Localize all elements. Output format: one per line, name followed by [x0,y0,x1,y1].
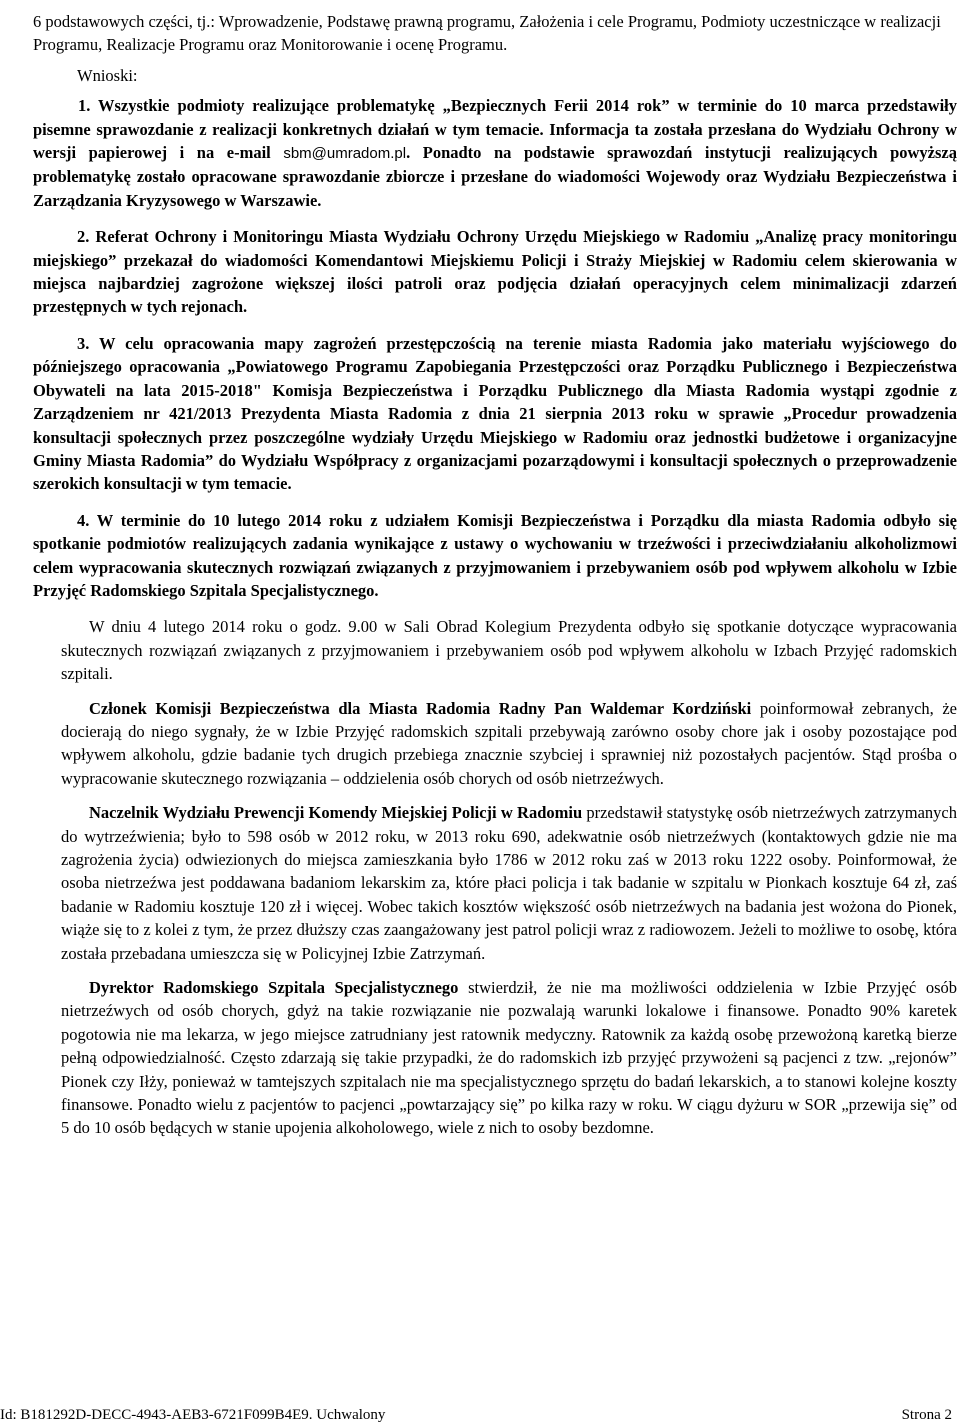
item-number: 3. [77,333,90,353]
page-footer [0,1406,952,1424]
police-paragraph [61,801,957,965]
conclusion-item-4 [33,509,957,603]
item-number: 2. [77,227,90,247]
conclusion-item-2 [33,225,957,319]
section-heading: Wnioski: [77,65,138,85]
speaker-name: Naczelnik Wydziału Prewencji Komendy Miejskiej Policji w Radomiu [89,803,583,823]
document-body [33,10,957,1140]
conclusion-item-3 [33,332,957,496]
item-text: W celu opracowania mapy zagrożeń przestępczością na terenie miasta Radomia jako materiału wyjściowego do późniejszego opracowania „Powiatowego Programu Zapobiegania Przestępczości oraz Porządku Publicznego i Bezpieczeństwa Obywateli na lata 2015-2018" Komisja Bezpieczeństwa i Porządku Publicznego dla Miasta Radomia wystąpi zgodnie z Zarządzeniem nr 421/2013 Prezydenta Miasta Radomia z dnia 21 sierpnia 2013 roku w sprawie „Procedur prowadzenia konsultacji społecznych przez poszczególne wydziały Urzędu Miejskiego w Radomiu oraz jednostki budżetowe i organizacyjne Gminy Miasta Radomia” do Wydziału Współpracy z organizacjami pozarządowymi i konsultacji społecznych o przeprowadzenie szerokich konsultacji w tym temacie. [33,333,957,494]
item-text: Wszystkie podmioty realizujące problematykę „Bezpiecznych Ferii 2014 rok” w terminie do 10 marca przedstawiły pisemne sprawozdanie z realizacji konkretnych działań w tym temacie. Informacja ta została przesłana do Wydziału Ochrony w wersji papierowej i na e-mail [33,96,957,163]
speaker-name: Dyrektor Radomskiego Szpitala Specjalistycznego [89,978,459,998]
paragraph-text: poinformował zebranych, że docierają do niego sygnały, że w Izbie Przyjęć radomskich szpitali przebywają zarówno osoby chore jak i osoby pozostające pod wpływem alkoholu, gdzie badanie tych drugich przebiega znacznie szybciej i sprawniej niż pozostałych pacjentów. Stąd prośba o wypracowanie skutecznego rozwiązania – oddzielenia osób chorych od osób nietrzeźwych. [61,698,958,788]
item-text: . Ponadto na podstawie sprawozdań instytucji realizujących powyższą problematykę zostało opracowane sprawozdanie zbiorcze i przesłane do wiadomości Wojewody oraz Wydziału Bezpieczeństwa i Zarządzania Kryzysowego w Warszawie. [33,143,957,210]
director-paragraph [61,976,957,1140]
item-text: Referat Ochrony i Monitoringu Miasta Wydziału Ochrony Urzędu Miejskiego w Radomiu „Analizę pracy monitoringu miejskiego” przekazał do wiadomości Komendantowi Miejskiemu Policji i Straży Miejskiej w Radomiu celem skierowania w miejsca najbardziej zagrożone większej ilości patroli oraz podjęcia działań operacyjnych celem minimalizacji zdarzeń przestępnych w tych rejonach. [33,227,958,317]
item-text: W terminie do 10 lutego 2014 roku z udziałem Komisji Bezpieczeństwa i Porządku dla miasta Radomia odbyło się spotkanie podmiotów realizujących zadania wynikające z ustawy o wychowaniu w trzeźwości i przeciwdziałaniu alkoholizmowi celem wypracowania skutecznych rozwiązań związanych z przyjmowaniem i przebywaniem osób pod wpływem alkoholu w Izbie Przyjęć Radomskiego Szpitala Specjalistycznego. [33,510,957,600]
conclusion-item-1 [33,94,957,212]
paragraph-text: przedstawił statystykę osób nietrzeźwych zatrzymanych do wytrzeźwienia; było to 598 osób w 2012 roku, w 2013 roku 690, adekwatnie osób nietrzeźwych (kontaktowych gdzie nie ma zagrożenia życia) odwiezionych do miejsca zamieszkania było 1786 w 2012 roku zaś w 2013 roku 1222 osoby. Poinformował, że osoba nietrzeźwa jest poddawana badaniom lekarskim za, które płaci policja i tak badanie w szpitalu w Pionkach kosztuje 64 zł, zaś badanie w Radomiu kosztuje 120 zł i więcej. Wobec takich kosztów większość osób nietrzeźwych na badania jest wożona do Pionek, wiąże się to z kolei z tym, że przez dłuższy czas zaangażowany jest patrol policji wraz z radiowozem. Jeżeli to możliwe to osobę, która została przebadana umieszcza się w Policyjnej Izbie Zatrzymań. [61,803,957,963]
item-number: 4. [77,510,90,530]
intro-paragraph: 6 podstawowych części, tj.: Wprowadzenie, Podstawę prawną programu, Założenia i cele Programu, Podmioty uczestniczące w realizacji Programu, Realizacje Programu oraz Monitorowanie i ocenę Programu. [33,12,941,55]
meeting-paragraph: W dniu 4 lutego 2014 roku o godz. 9.00 w Sali Obrad Kolegium Prezydenta odbyło się spotkanie dotyczące wypracowania skutecznych rozwiązań związanych z przyjmowaniem i przebywaniem osób pod wpływem alkoholu w Izbach Przyjęć radomskich szpitali. [61,617,957,684]
page-number: Strona 2 [901,1407,952,1423]
document-id: Id: B181292D-DECC-4943-AEB3-6721F099B4E9. Uchwalony [0,1407,386,1423]
item-number: 1. [78,96,91,116]
speaker-name: Członek Komisji Bezpieczeństwa dla Miasta Radomia Radny Pan Waldemar Kordziński [89,698,752,718]
member-paragraph [61,697,957,791]
paragraph-text: stwierdził, że nie ma możliwości oddzielenia w Izbie Przyjęć osób nietrzeźwych od osób chorych, gdyż na takie rozwiązanie nie pozwalają warunki lokalowe i finansowe. Ponadto 90% karetek pogotowia nie ma lekarza, w jego miejsce zatrudniany jest ratownik medyczny. Ratownik za każdą osobę przewożoną karetką bierze pełną odpowiedzialność. Często zdarzają się takie przypadki, że do radomskich izb przyjęć przywożeni są pacjenci z tzw. „rejonów” Pionek czy Iłży, ponieważ w tamtejszych szpitalach nie ma specjalistycznego sprzętu do badań lekarskich, a to stanowi kolejne koszty finansowe. Ponadto wielu z pacjentów to pacjenci „powtarzający się” po kilka razy w roku. W ciągu dyżuru w SOR „przewija się” od 5 do 10 osób będących w stanie upojenia alkoholowego, wiele z nich to osoby bezdomne. [61,978,957,1138]
email-link[interactable]: sbm@umradom.pl [283,145,407,163]
